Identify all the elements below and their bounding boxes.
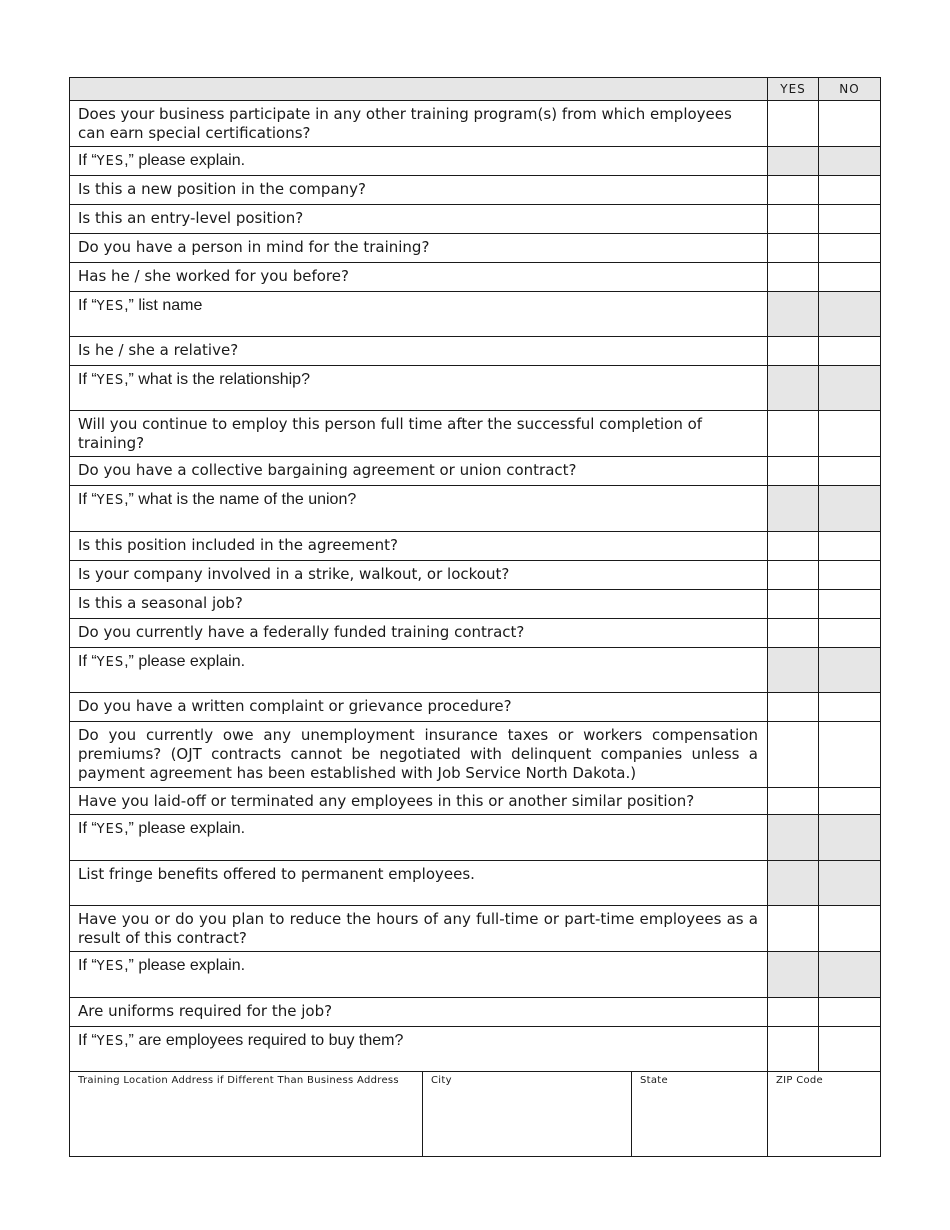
no-answer-cell[interactable] [819, 590, 881, 619]
question-text: Do you have a collective bargaining agreement or union contract? [70, 457, 768, 486]
yes-answer-cell[interactable] [768, 788, 819, 815]
question-text: Is your company involved in a strike, walkout, or lockout? [70, 561, 768, 590]
question-row [70, 486, 881, 532]
prompt-suffix: ,” are employees required to buy them? [124, 1032, 404, 1049]
no-column-header: NO [819, 78, 881, 101]
shaded-yes-cell [768, 861, 819, 906]
shaded-yes-cell [768, 147, 819, 176]
question-row [70, 693, 881, 722]
no-answer-cell[interactable] [819, 693, 881, 722]
question-text: Is he / she a relative? [70, 337, 768, 366]
shaded-yes-cell [768, 486, 819, 532]
no-answer-cell[interactable] [819, 906, 881, 952]
yes-answer-cell[interactable] [768, 176, 819, 205]
prompt-suffix: ,” please explain. [124, 957, 246, 974]
yes-answer-cell[interactable] [768, 619, 819, 648]
yes-answer-cell[interactable] [768, 234, 819, 263]
no-answer-cell[interactable] [819, 411, 881, 457]
prompt-suffix: ,” please explain. [124, 820, 246, 837]
prompt-prefix: If “ [78, 653, 97, 670]
prompt-suffix: ,” what is the relationship? [124, 371, 310, 388]
question-text: Has he / she worked for you before? [70, 263, 768, 292]
yes-answer-cell[interactable] [768, 263, 819, 292]
question-text: Does your business participate in any other training program(s) from which employees can earn special certifications? [70, 101, 768, 147]
no-answer-cell[interactable] [819, 234, 881, 263]
followup-prompt [70, 292, 768, 337]
question-row [70, 234, 881, 263]
question-row [70, 457, 881, 486]
training-location-table [69, 1072, 881, 1157]
question-row [70, 337, 881, 366]
question-text: Is this an entry-level position? [70, 205, 768, 234]
yes-word: YES [96, 299, 125, 314]
no-answer-cell[interactable] [819, 722, 881, 788]
yes-answer-cell[interactable] [768, 998, 819, 1027]
yes-answer-cell[interactable] [768, 693, 819, 722]
no-answer-cell[interactable] [819, 101, 881, 147]
prompt-prefix: If “ [78, 297, 97, 314]
shaded-no-cell [819, 815, 881, 861]
question-text: Do you currently have a federally funded training contract? [70, 619, 768, 648]
question-row [70, 648, 881, 693]
prompt-suffix: ,” please explain. [124, 653, 246, 670]
yes-answer-cell[interactable] [768, 590, 819, 619]
no-answer-cell[interactable] [819, 532, 881, 561]
question-text: Have you or do you plan to reduce the hours of any full-time or part-time employees as a result of this contract? [70, 906, 768, 952]
question-row [70, 619, 881, 648]
no-answer-cell[interactable] [819, 1027, 881, 1072]
shaded-no-cell [819, 147, 881, 176]
question-text: Will you continue to employ this person full time after the successful completion of training? [70, 411, 768, 457]
yes-answer-cell[interactable] [768, 722, 819, 788]
yes-word: YES [96, 154, 125, 169]
state-field[interactable] [632, 1072, 768, 1157]
yes-answer-cell[interactable] [768, 205, 819, 234]
no-answer-cell[interactable] [819, 561, 881, 590]
followup-prompt [70, 815, 768, 861]
shaded-yes-cell [768, 292, 819, 337]
question-text: Do you have a written complaint or grievance procedure? [70, 693, 768, 722]
yes-answer-cell[interactable] [768, 337, 819, 366]
prompt-prefix: If “ [78, 1032, 97, 1049]
question-row [70, 532, 881, 561]
yes-answer-cell[interactable] [768, 457, 819, 486]
shaded-yes-cell [768, 952, 819, 998]
shaded-no-cell [819, 648, 881, 693]
followup-prompt [70, 952, 768, 998]
question-row [70, 998, 881, 1027]
yes-word: YES [96, 493, 125, 508]
yes-answer-cell[interactable] [768, 906, 819, 952]
question-column-header [70, 78, 768, 101]
shaded-no-cell [819, 366, 881, 411]
question-row [70, 292, 881, 337]
no-answer-cell[interactable] [819, 788, 881, 815]
yes-word: YES [96, 1034, 125, 1049]
followup-prompt [70, 648, 768, 693]
question-text: Are uniforms required for the job? [70, 998, 768, 1027]
question-row [70, 411, 881, 457]
no-answer-cell[interactable] [819, 263, 881, 292]
prompt-suffix: ,” what is the name of the union? [124, 491, 357, 508]
yes-answer-cell[interactable] [768, 561, 819, 590]
followup-prompt [70, 366, 768, 411]
shaded-no-cell [819, 861, 881, 906]
followup-prompt [70, 1027, 768, 1072]
yes-word: YES [96, 822, 125, 837]
question-row [70, 952, 881, 998]
shaded-no-cell [819, 486, 881, 532]
ojt-questionnaire-form [69, 77, 880, 1157]
yes-word: YES [96, 373, 125, 388]
question-row [70, 147, 881, 176]
question-row [70, 205, 881, 234]
city-field[interactable] [423, 1072, 632, 1157]
question-text: Is this position included in the agreement? [70, 532, 768, 561]
question-row [70, 366, 881, 411]
yes-word: YES [96, 959, 125, 974]
yes-word: YES [96, 655, 125, 670]
question-row [70, 788, 881, 815]
question-text: Is this a seasonal job? [70, 590, 768, 619]
state-label: State [640, 1075, 668, 1086]
question-row [70, 101, 881, 147]
prompt-prefix: If “ [78, 152, 97, 169]
shaded-yes-cell [768, 366, 819, 411]
city-label: City [431, 1075, 452, 1086]
question-row [70, 176, 881, 205]
prompt-prefix: If “ [78, 957, 97, 974]
shaded-no-cell [819, 952, 881, 998]
question-text: Do you currently owe any unemployment insurance taxes or workers compensation premiums? (OJT contracts cannot be negotiated with delinquent companies unless a payment agreement has been established with Job Service North Dakota.) [70, 722, 768, 788]
followup-prompt [70, 486, 768, 532]
question-row [70, 861, 881, 906]
training-location-row [70, 1072, 881, 1157]
zip-code-label: ZIP Code [776, 1075, 824, 1086]
question-row [70, 722, 881, 788]
no-answer-cell[interactable] [819, 337, 881, 366]
question-text: List fringe benefits offered to permanent employees. [70, 861, 768, 906]
question-row [70, 906, 881, 952]
yes-column-header: YES [768, 78, 819, 101]
table-header-row [70, 78, 881, 101]
no-answer-cell[interactable] [819, 998, 881, 1027]
question-text: Is this a new position in the company? [70, 176, 768, 205]
training-location-label: Training Location Address if Different Than Business Address [78, 1075, 399, 1086]
question-row [70, 561, 881, 590]
prompt-prefix: If “ [78, 491, 97, 508]
yes-answer-cell[interactable] [768, 532, 819, 561]
training-location-field[interactable] [70, 1072, 423, 1157]
question-text: Have you laid-off or terminated any employees in this or another similar position? [70, 788, 768, 815]
followup-prompt [70, 147, 768, 176]
shaded-yes-cell [768, 815, 819, 861]
no-answer-cell[interactable] [819, 205, 881, 234]
question-row [70, 1027, 881, 1072]
prompt-prefix: If “ [78, 371, 97, 388]
question-row [70, 263, 881, 292]
shaded-yes-cell [768, 648, 819, 693]
shaded-no-cell [819, 292, 881, 337]
no-answer-cell[interactable] [819, 457, 881, 486]
question-row [70, 815, 881, 861]
zip-code-field[interactable] [768, 1072, 881, 1157]
yes-answer-cell[interactable] [768, 101, 819, 147]
no-answer-cell[interactable] [819, 176, 881, 205]
question-text: Do you have a person in mind for the training? [70, 234, 768, 263]
prompt-suffix: ,” list name [124, 297, 203, 314]
questions-table [69, 77, 881, 1072]
questions-body [70, 101, 881, 1072]
question-row [70, 590, 881, 619]
yes-answer-cell[interactable] [768, 411, 819, 457]
prompt-suffix: ,” please explain. [124, 152, 246, 169]
prompt-prefix: If “ [78, 820, 97, 837]
yes-answer-cell[interactable] [768, 1027, 819, 1072]
no-answer-cell[interactable] [819, 619, 881, 648]
